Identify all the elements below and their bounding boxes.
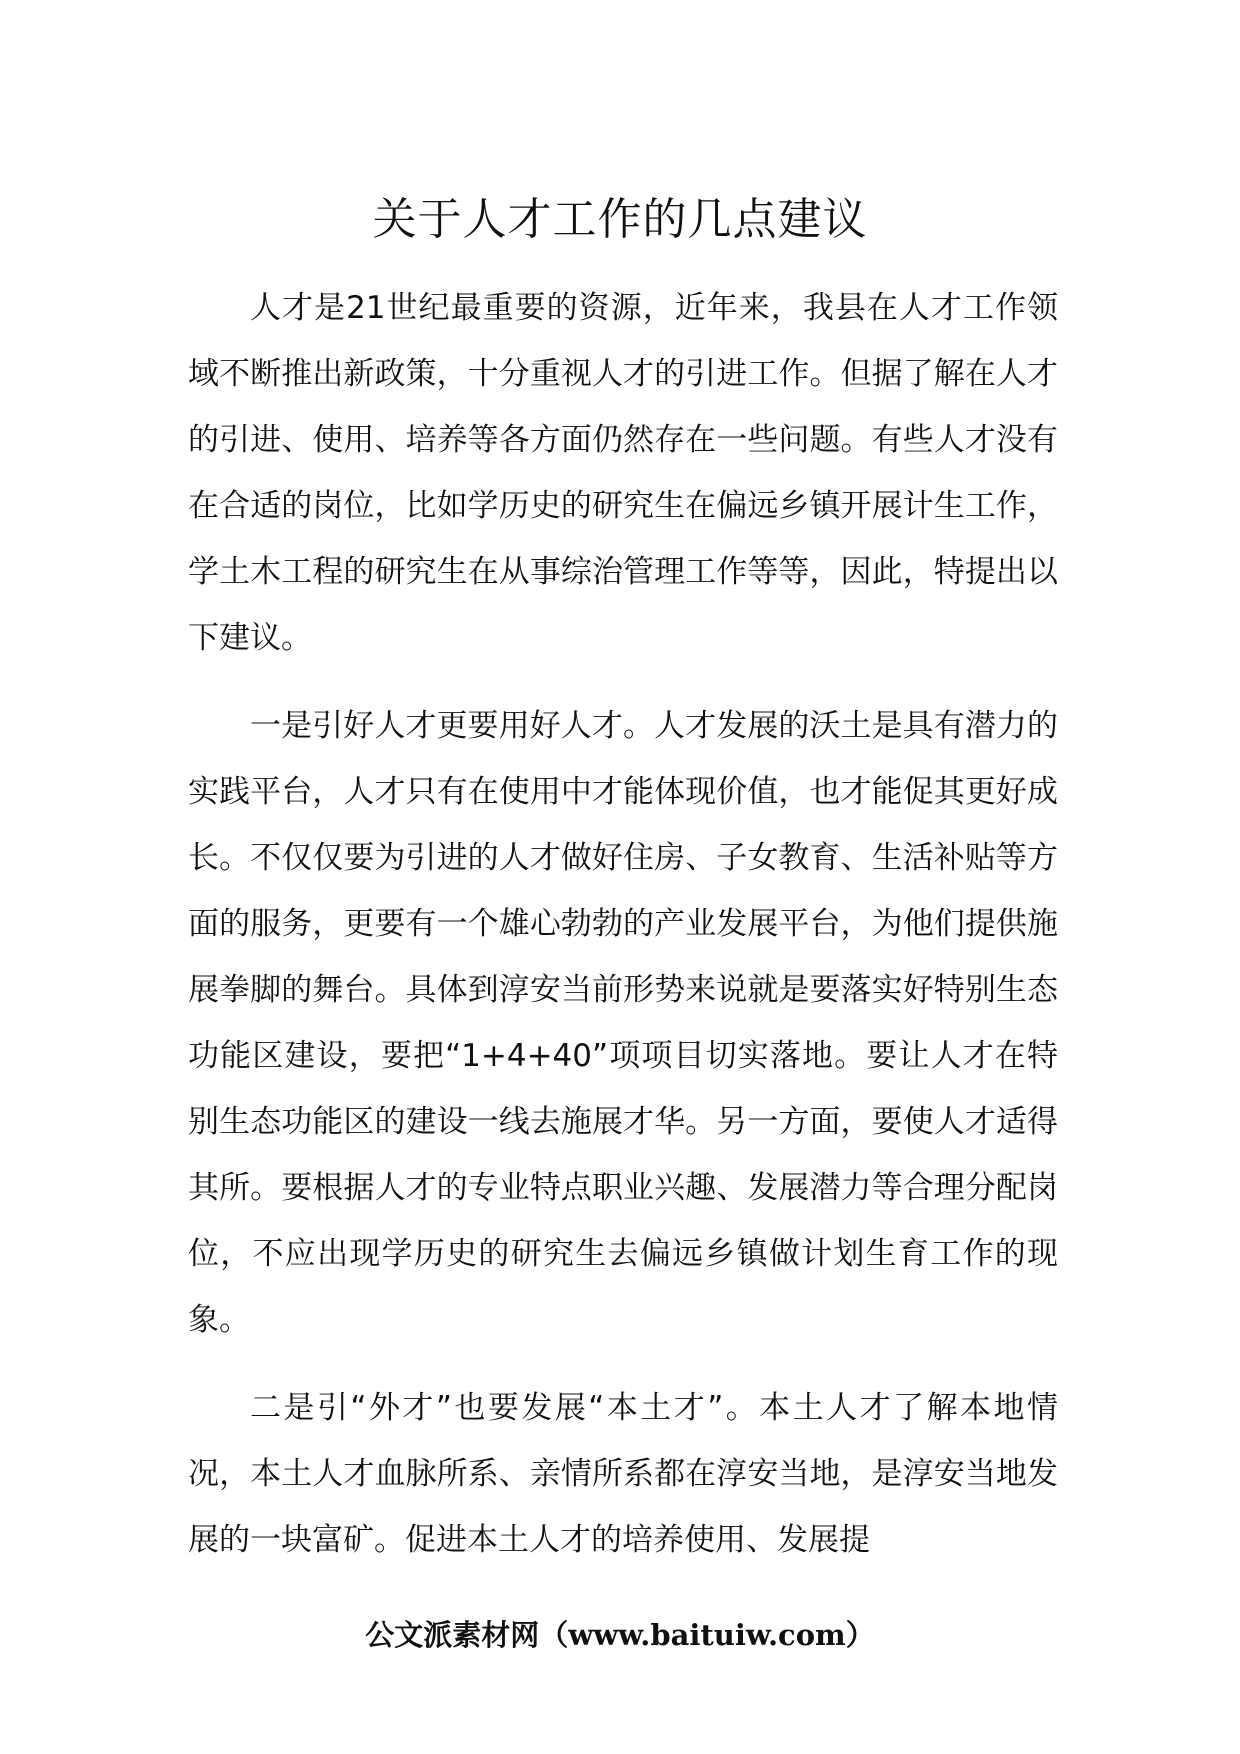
paragraph-point-two: 二是引“外才”也要发展“本土才”。本土人才了解本地情况，本土人才血脉所系、亲情所系都在淳安当地，是淳安当地发展的一块富矿。促进本土人才的培养使用、发展提 [188, 1390, 1058, 1558]
document-body [188, 275, 1058, 1595]
source-footer: 公文派素材网（www.baituiw.com） [365, 1618, 875, 1652]
paragraph-point-one: 一是引好人才更要用好人才。人才发展的沃土是具有潜力的实践平台，人才只有在使用中才能体现价值，也才能促其更好成长。不仅仅要为引进的人才做好住房、子女教育、生活补贴等方面的服务，更要有一个雄心勃勃的产业发展平台，为他们提供施展拳脚的舞台。具体到淳安当前形势来说就是要落实好特别生态功能区建设，要把“1+4+40”项项目切实落地。要让人才在特别生态功能区的建设一线去施展才华。另一方面，要使人才适得其所。要根据人才的专业特点职业兴趣、发展潜力等合理分配岗位，不应出现学历史的研究生去偏远乡镇做计划生育工作的现象。 [188, 708, 1058, 1338]
document-title: 关于人才工作的几点建议 [372, 194, 868, 245]
paragraph-intro: 人才是21世纪最重要的资源，近年来，我县在人才工作领域不断推出新政策，十分重视人才的引进工作。但据了解在人才的引进、使用、培养等各方面仍然存在一些问题。有些人才没有在合适的岗位，比如学历史的研究生在偏远乡镇开展计生工作，学土木工程的研究生在从事综治管理工作等等，因此，特提出以下建议。 [188, 290, 1058, 656]
